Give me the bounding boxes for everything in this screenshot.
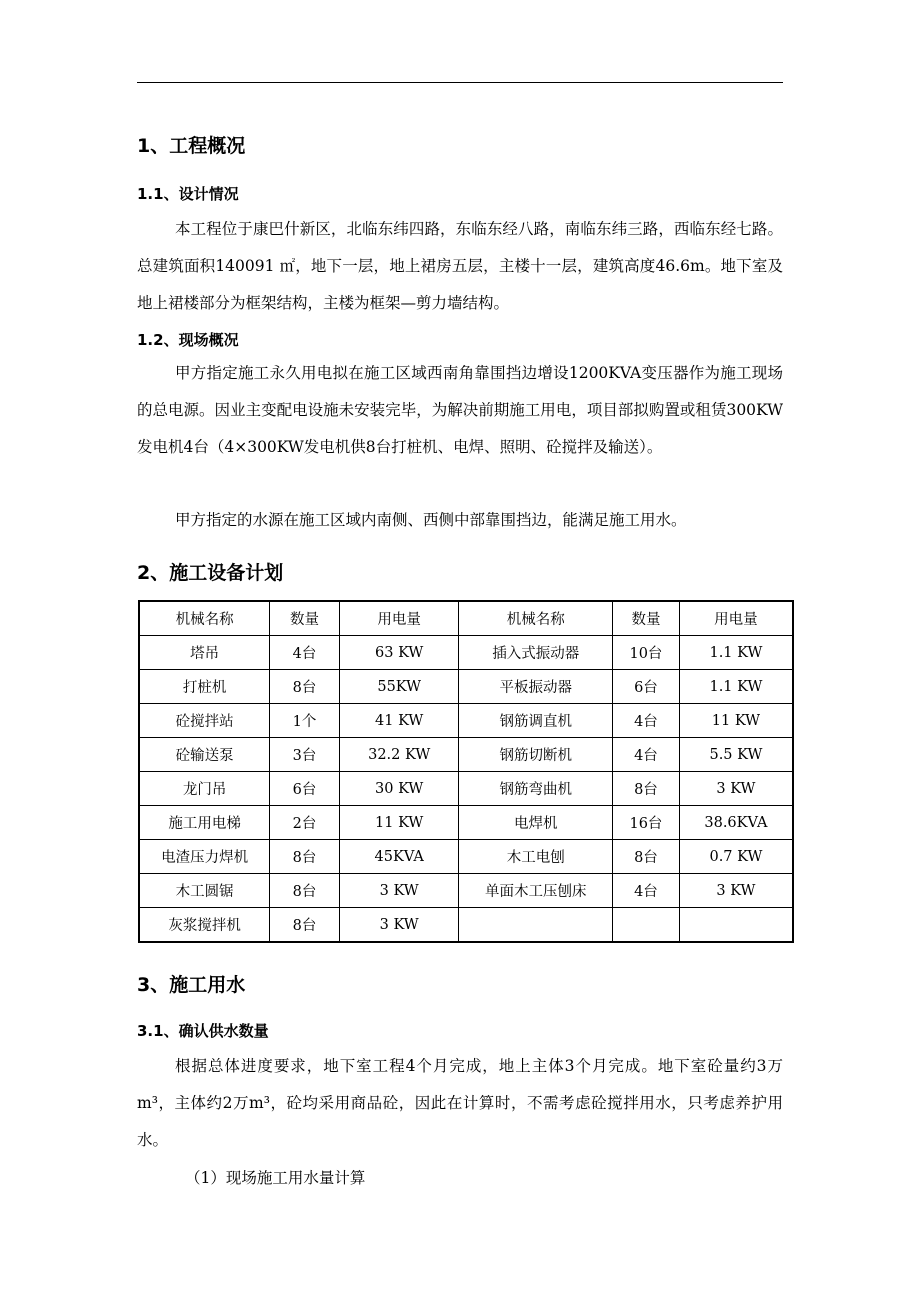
section-2-title: 2、施工设备计划 bbox=[137, 562, 284, 584]
section-3-1-item-1: （1）现场施工用水量计算 bbox=[185, 1169, 366, 1187]
table-row bbox=[139, 704, 793, 738]
table-row bbox=[139, 636, 793, 670]
table-cell bbox=[679, 908, 793, 943]
table-cell: 6台 bbox=[613, 670, 680, 704]
table-row bbox=[139, 738, 793, 772]
table-cell: 电焊机 bbox=[459, 806, 613, 840]
table-cell: 平板振动器 bbox=[459, 670, 613, 704]
table-cell: 1.1 KW bbox=[679, 636, 793, 670]
section-1-2-paragraph-1: 甲方指定施工永久用电拟在施工区域西南角靠围挡边增设1200KVA变压器作为施工现场的总电源。因业主变配电设施未安装完毕，为解决前期施工用电，项目部拟购置或租赁300KW发电机4台（4×300KW发电机供8台打桩机、电焊、照明、砼搅拌及输送）。 bbox=[137, 364, 783, 456]
table-cell: 1.1 KW bbox=[679, 670, 793, 704]
table-cell: 16台 bbox=[613, 806, 680, 840]
section-1-2-paragraph-2: 甲方指定的水源在施工区域内南侧、西侧中部靠围挡边，能满足施工用水。 bbox=[175, 511, 687, 529]
table-cell: 30 KW bbox=[339, 772, 459, 806]
table-cell: 4台 bbox=[613, 738, 680, 772]
table-cell: 10台 bbox=[613, 636, 680, 670]
table-row bbox=[139, 772, 793, 806]
table-cell: 5.5 KW bbox=[679, 738, 793, 772]
table-cell: 3 KW bbox=[679, 874, 793, 908]
table-cell: 32.2 KW bbox=[339, 738, 459, 772]
table-cell: 6台 bbox=[270, 772, 340, 806]
table-header-cell: 数量 bbox=[270, 601, 340, 636]
table-row bbox=[139, 874, 793, 908]
equipment-table bbox=[138, 600, 794, 943]
table-cell: 电渣压力焊机 bbox=[139, 840, 270, 874]
section-1-title: 1、工程概况 bbox=[137, 135, 246, 157]
table-cell: 灰浆搅拌机 bbox=[139, 908, 270, 943]
section-3-1-title: 3.1、确认供水数量 bbox=[137, 1022, 269, 1040]
table-header-cell: 机械名称 bbox=[459, 601, 613, 636]
table-row bbox=[139, 840, 793, 874]
section-3-1-paragraph: 根据总体进度要求，地下室工程4个月完成，地上主体3个月完成。地下室砼量约3万m³，主体约2万m³，砼均采用商品砼，因此在计算时，不需考虑砼搅拌用水，只考虑养护用水。 bbox=[137, 1057, 783, 1149]
table-cell: 龙门吊 bbox=[139, 772, 270, 806]
header-rule bbox=[137, 82, 783, 83]
table-cell: 4台 bbox=[613, 704, 680, 738]
table-cell: 砼搅拌站 bbox=[139, 704, 270, 738]
table-cell: 63 KW bbox=[339, 636, 459, 670]
table-cell: 木工圆锯 bbox=[139, 874, 270, 908]
table-row bbox=[139, 670, 793, 704]
section-3-title: 3、施工用水 bbox=[137, 974, 246, 996]
table-cell: 3 KW bbox=[679, 772, 793, 806]
table-header-cell: 用电量 bbox=[679, 601, 793, 636]
table-cell: 砼输送泵 bbox=[139, 738, 270, 772]
table-cell: 0.7 KW bbox=[679, 840, 793, 874]
table-header-cell: 数量 bbox=[613, 601, 680, 636]
section-1-1-title: 1.1、设计情况 bbox=[137, 185, 239, 203]
table-cell: 单面木工压刨床 bbox=[459, 874, 613, 908]
table-cell: 8台 bbox=[270, 840, 340, 874]
table-cell: 木工电刨 bbox=[459, 840, 613, 874]
table-cell: 4台 bbox=[270, 636, 340, 670]
table-cell: 45KVA bbox=[339, 840, 459, 874]
table-cell: 8台 bbox=[270, 874, 340, 908]
table-cell: 38.6KVA bbox=[679, 806, 793, 840]
table-cell: 3 KW bbox=[339, 908, 459, 943]
table-cell bbox=[613, 908, 680, 943]
table-cell: 3台 bbox=[270, 738, 340, 772]
table-row bbox=[139, 908, 793, 943]
table-cell: 钢筋弯曲机 bbox=[459, 772, 613, 806]
table-cell: 打桩机 bbox=[139, 670, 270, 704]
table-cell: 3 KW bbox=[339, 874, 459, 908]
table-cell: 8台 bbox=[270, 908, 340, 943]
table-cell: 55KW bbox=[339, 670, 459, 704]
table-cell: 11 KW bbox=[339, 806, 459, 840]
section-1-1-paragraph: 本工程位于康巴什新区，北临东纬四路，东临东经八路，南临东纬三路，西临东经七路。总建筑面积140091 ㎡，地下一层，地上裙房五层，主楼十一层，建筑高度46.6m。地下室及地上裙楼部分为框架结构，主楼为框架—剪力墙结构。 bbox=[137, 220, 783, 312]
table-row bbox=[139, 806, 793, 840]
table-header-cell: 机械名称 bbox=[139, 601, 270, 636]
table-cell bbox=[459, 908, 613, 943]
table-cell: 8台 bbox=[270, 670, 340, 704]
table-cell: 钢筋切断机 bbox=[459, 738, 613, 772]
table-cell: 8台 bbox=[613, 840, 680, 874]
table-header-cell: 用电量 bbox=[339, 601, 459, 636]
table-cell: 2台 bbox=[270, 806, 340, 840]
table-cell: 8台 bbox=[613, 772, 680, 806]
table-cell: 1个 bbox=[270, 704, 340, 738]
table-cell: 塔吊 bbox=[139, 636, 270, 670]
table-cell: 41 KW bbox=[339, 704, 459, 738]
section-1-2-title: 1.2、现场概况 bbox=[137, 331, 239, 349]
table-cell: 钢筋调直机 bbox=[459, 704, 613, 738]
table-cell: 施工用电梯 bbox=[139, 806, 270, 840]
table-cell: 4台 bbox=[613, 874, 680, 908]
table-cell: 11 KW bbox=[679, 704, 793, 738]
table-cell: 插入式振动器 bbox=[459, 636, 613, 670]
table-header-row bbox=[139, 601, 793, 636]
